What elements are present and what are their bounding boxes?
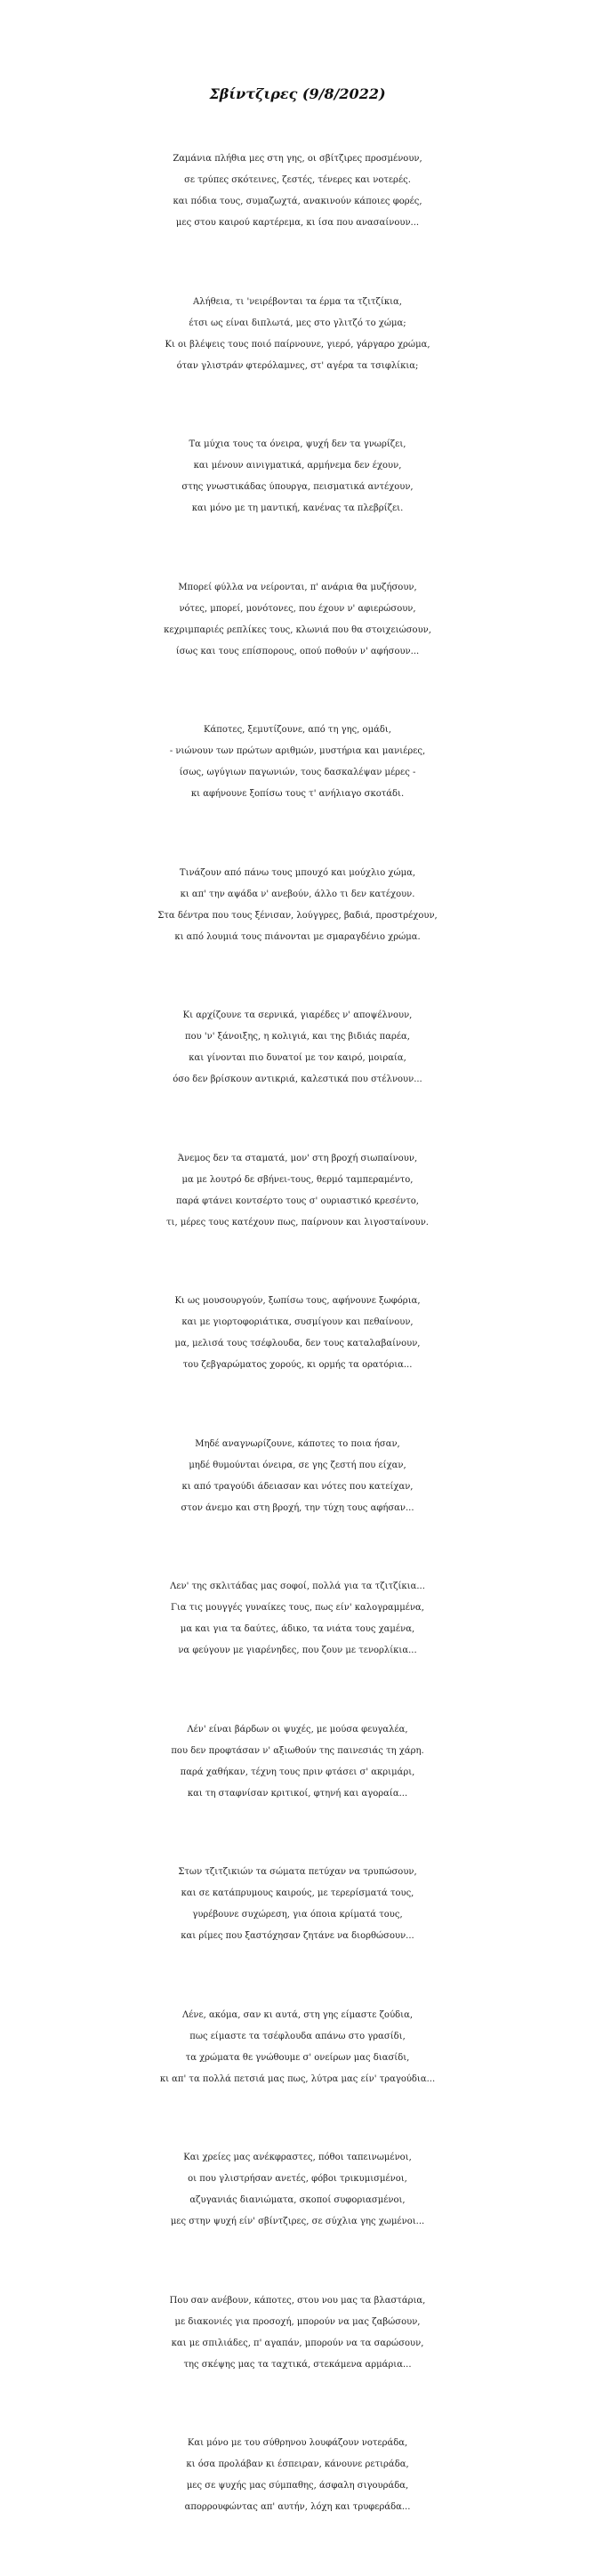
poem-line: και τη σταφνίσαν κριτικοί, φτηνή και αγοραία... [187, 1788, 408, 1799]
poem-line: Κι ως μουσουργούν, ξωπίσω τους, αφήνουνε ξωφόρια, [174, 1296, 421, 1306]
poem-line: απορρουφώντας απ' αυτήν, λόχη και τρυφεράδα... [184, 2502, 411, 2512]
poem-line: Μπορεί φύλλα να νείρονται, π' ανάρια θα μυζήσουν, [178, 582, 417, 592]
poem-line: Κι οι βλέψεις τους ποιό παίρνουνε, γιερό, γάργαρο χρώμα, [165, 339, 430, 350]
poem-line: μα, μελισά τους τσέφλουδα, δεν τους καταλαβαίνουν, [174, 1339, 421, 1348]
stanza [0, 1862, 595, 2005]
stanza [0, 1005, 595, 1148]
poem-line: του ζεβγαρώματος χορούς, κι ορμής τα ορατόρια... [182, 1360, 413, 1370]
poem-line: ίσως, ωγύγιων παγωνιών, τους δασκαλέψαν μέρες - [179, 768, 416, 777]
poem-line: Για τις μουγγές γυναίκες τους, πως είν' καλογραμμένα, [171, 1603, 424, 1613]
poem-line: μηδέ θυμούνται όνειρα, σε γης ζεστή που είχαν, [189, 1460, 406, 1470]
stanza [0, 1148, 595, 1292]
poem-line: μες στου καιρού καρτέρεμα, κι ίσα που ανασαίνουν... [175, 218, 420, 228]
poem-line: Αλήθεια, τι 'νειρέβονται τα έρμα τα τζιτζίκια, [193, 296, 402, 307]
poem-line: Ζαμάνια πλήθια μες στη γης, οι σβίτζιρες προσμένουν, [173, 154, 422, 164]
poem-line: έτσι ως είναι διπλωτά, μες στο γλιτζό το χώμα; [189, 318, 406, 328]
poem-line: μες στην ψυχή είν' σβίντζιρες, σε σύχλια γης χωμένοι... [170, 2217, 425, 2226]
poem-line: όσο δεν βρίσκουν αντικριά, καλεστικά που στέλνουν... [173, 1075, 422, 1084]
stanza [0, 292, 595, 435]
poem-line: και ρίμες που ξαστόχησαν ζητάνε να διορθώσουν... [181, 1931, 414, 1941]
stanza [0, 2005, 595, 2148]
poem-line: Λεν' της σκλιτάδας μας σοφοί, πολλά για τα τζιτζίκια... [170, 1582, 425, 1591]
poem-line: κι απ' την αψάδα ν' ανεβούν, άλλο τι δεν κατέχουν. [180, 889, 415, 899]
poem-line: παρά φτάνει κοντσέρτο τους σ' ουριαστικό κρεσέντο, [176, 1195, 419, 1206]
poem-line: κεχριμπαριές ρεπλίκες τους, κλωνιά που θα στοιχειώσουν, [164, 624, 431, 635]
poem-line: κι από τραγούδι άδειασαν και νότες που κατείχαν, [181, 1481, 414, 1492]
poem-line: Άνεμος δεν τα σταματά, μον' στη βροχή σιωπαίνουν, [177, 1153, 418, 1163]
stanza [0, 149, 595, 292]
poem-line: ίσως και τους επίσπορους, οπού ποθούν ν' αφήσουν... [175, 646, 420, 656]
poem-title: Σβίντζιρες (9/8/2022) [209, 85, 386, 102]
poem-line: της σκέψης μας τα ταχτικά, στεκάμενα αρμάρια... [183, 2359, 412, 2370]
poem-line: Στων τζιτζικιών τα σώματα πετύχαν να τρυπώσουν, [178, 1867, 417, 1877]
poem-line: κι από λουμιά τους πιάνονται με σμαραγδένιο χρώμα. [174, 931, 421, 942]
poem-line: Λένε, ακόμα, σαν κι αυτά, στη γης είμαστε ζούδια, [181, 2009, 414, 2020]
poem-line: μες σε ψυχής μας σύμπαθης, άσφαλη σιγουράδα, [186, 2481, 409, 2491]
poem-line: που 'ν' ξάνοιξης, η κολιγιά, και της βιδιάς παρέα, [185, 1032, 410, 1042]
stanza [0, 863, 595, 1006]
poem-line: τι, μέρες τους κατέχουν πως, παίρνουν και λιγοσταίνουν. [166, 1217, 429, 1228]
stanza [0, 1434, 595, 1577]
stanza [0, 2433, 595, 2576]
poem-line: κι όσα προλάβαν κι έσπειραν, κάνουνε ρετιράδα, [186, 2459, 409, 2469]
poem-line: κι απ' τα πολλά πετσιά μας πως, λύτρα μας είν' τραγούδια... [159, 2073, 436, 2084]
poem-line: Που σαν ανέβουν, κάποτες, στου νου μας τα βλαστάρια, [169, 2295, 426, 2306]
stanza [0, 577, 595, 720]
poem-line: γυρέβουνε συχώρεση, για όποια κρίματά τους, [192, 1910, 403, 1920]
stanza [0, 2290, 595, 2434]
poem-line: Τινάζουν από πάνω τους μπουχό και μούχλιο χώμα, [179, 867, 416, 878]
poem-line: και με σπιλιάδες, π' αγαπάν, μπορούν να τα σαρώσουν, [171, 2338, 424, 2348]
poem-line: Μηδέ αναγνωρίζουνε, κάποτες το ποια ήσαν, [195, 1438, 400, 1449]
poem-line: κι αφήνουνε ξοπίσω τους τ' ανήλιαγο σκοτάδι. [190, 789, 405, 799]
stanza [0, 434, 595, 577]
poem-line: και μόνο με τη μαντική, κανένας τα πλεβρίζει. [191, 503, 404, 513]
poem-body [0, 149, 595, 2576]
poem-line: τα χρώματα θε γνώθουμε σ' ονείρων μας διασίδι, [185, 2052, 410, 2063]
poem-line: Και χρείες μας ανέκφραστες, πόθοι ταπεινωμένοι, [183, 2153, 412, 2162]
poem-line: Λέν' είναι βάρδων οι ψυχές, με μούσα φευγαλέα, [187, 1724, 408, 1735]
poem-line: και πόδια τους, συμαζωχτά, ανακινούν κάποιες φορές, [173, 197, 422, 206]
poem-line: στον άνεμο και στη βροχή, την τύχη τους αφήσαν... [181, 1502, 414, 1513]
poem-line: σε τρύπες σκότεινες, ζεστές, τένερες και νοτερές. [184, 175, 411, 185]
poem-line: Κι αρχίζουνε τα σερνικά, γιαρέδες ν' αποψέλνουν, [182, 1010, 413, 1020]
stanza [0, 720, 595, 863]
poem-line: και μένουν αινιγματικά, αρμήνεμα δεν έχουν, [193, 461, 402, 471]
poem-line: μα και για τα δαύτες, άδικο, τα νιάτα τους χαμένα, [180, 1624, 415, 1634]
poem-line: Κάποτες, ξεμυτίζουνε, από τη γης, ομάδι, [204, 725, 391, 735]
stanza [0, 1719, 595, 1863]
poem-line: και με γιορτοφοριάτικα, συσμίγουν και πεθαίνουν, [181, 1317, 414, 1327]
poem-line: Και μόνο με του σύθρηνου λουφάζουν νοτεράδα, [187, 2438, 408, 2448]
poem-line: Τα μύχια τους τα όνειρα, ψυχή δεν τα γνωρίζει, [189, 439, 406, 449]
poem-line: οι που γλιστρήσαν ανετές, φόβοι τρικυμισμένοι, [188, 2174, 407, 2184]
poem-line: αζυγανιάς διανιώματα, σκοποί συφοριασμένοι, [189, 2195, 406, 2205]
poem-line: που δεν προφτάσαν ν' αξιωθούν της παινεσιάς τη χάρη. [171, 1745, 424, 1756]
poem-line: να φεύγουν με γιαρένηδες, που ζουν με τενορλίκια... [178, 1646, 417, 1655]
stanza [0, 1291, 595, 1434]
stanza [0, 1576, 595, 1719]
poem-line: με διακονιές για προσοχή, μπορούν να μας ζαβώσουν, [174, 2316, 421, 2327]
poem-line: και γίνονται πιο δυνατοί με τον καιρό, μοιραία, [189, 1053, 406, 1063]
poem-line: - νιώνουν των πρώτων αριθμών, μυστήρια και μανιέρες, [169, 746, 426, 756]
poem-line: πως είμαστε τα τσέφλουδα απάνω στο γρασίδι, [189, 2031, 406, 2041]
stanza [0, 2147, 595, 2290]
poem-line: παρά χαθήκαν, τέχνη τους πριν φτάσει σ' ακριμάρι, [180, 1767, 415, 1777]
poem-line: στης γνωστικάδας ύπουργα, πεισματικά αντέχουν, [181, 482, 414, 492]
poem-line: μα με λουτρό δε σβήνει-τους, θερμό ταμπεραμέντο, [181, 1174, 414, 1185]
poem-line: Στα δέντρα που τους ξένισαν, λούγγρες, βαδιά, προστρέχουν, [157, 910, 438, 921]
poem-line: όταν γλιστράν φτερόλαμνες, στ' αγέρα τα τσιφλίκια; [176, 360, 419, 371]
poem-line: και σε κατάπρυμους καιρούς, με τερερίσματά τους, [181, 1888, 414, 1898]
poem-line: νότες, μπορεί, μονότονες, που έχουν ν' αφιερώσουν, [179, 603, 416, 614]
